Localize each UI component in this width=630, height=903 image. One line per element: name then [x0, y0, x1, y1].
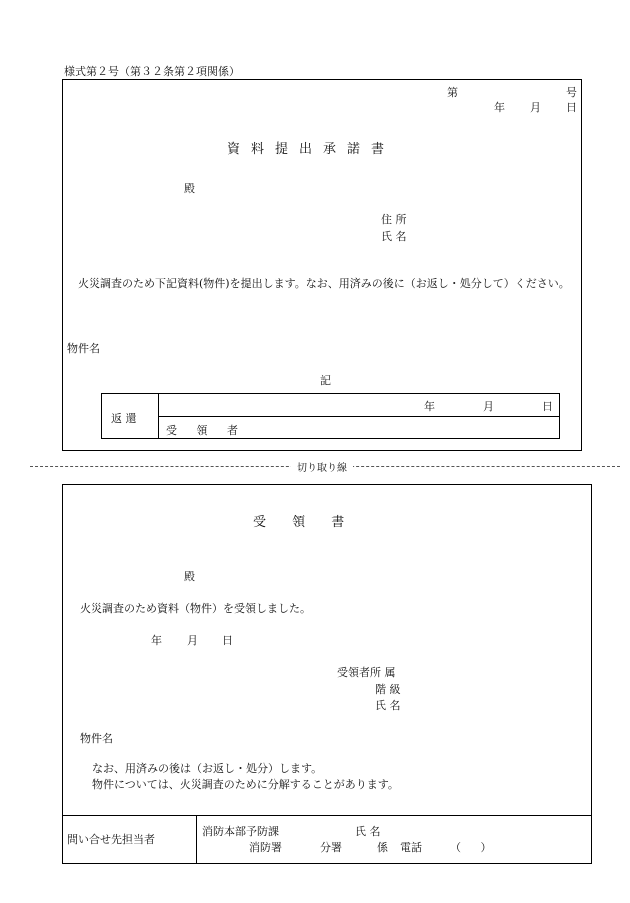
disassembly-note: 物件については、火災調査のために分解することがあります。 [92, 778, 399, 791]
contact-person-label: 問い合せ先担当者 [67, 833, 155, 846]
cut-line-label: 切り取り線 [291, 459, 353, 474]
return-day: 日 [542, 400, 553, 413]
contact-branch: 分署 [320, 841, 342, 854]
return-table-row-divider [158, 416, 560, 417]
receipt-form [62, 484, 592, 864]
contact-column-divider [196, 815, 197, 864]
lower-form-title: 受 領 書 [253, 515, 356, 530]
document-number-prefix: 第 [447, 86, 458, 99]
name-label: 氏 名 [381, 230, 407, 243]
document-number-suffix: 号 [566, 86, 577, 99]
receipt-date-year: 年 [151, 634, 162, 647]
receiver-rank-label: 階 級 [375, 683, 401, 696]
receipt-statement: 火災調査のため資料（物件）を受領しました。 [80, 602, 311, 615]
address-label: 住 所 [381, 213, 407, 226]
receipt-date-month: 月 [187, 634, 198, 647]
contact-phone-parens: （ ） [450, 841, 500, 854]
item-name-label: 物件名 [67, 342, 100, 355]
return-month: 月 [483, 400, 494, 413]
ki-label: 記 [320, 374, 331, 387]
return-label: 返 還 [111, 412, 137, 425]
receiver-affiliation-label: 受領者所 属 [337, 666, 396, 679]
contact-section: 係 [377, 841, 388, 854]
contact-phone-label: 電話 [400, 841, 422, 854]
receipt-date-day: 日 [222, 634, 233, 647]
form-number-label: 様式第２号（第３２条第２項関係） [64, 65, 240, 78]
contact-name-label: 氏 名 [355, 825, 381, 838]
contact-row-divider [62, 815, 592, 816]
receiver-name-label: 氏 名 [375, 699, 401, 712]
date-day: 日 [566, 101, 577, 114]
addressee-suffix: 殿 [184, 182, 195, 195]
date-year: 年 [494, 101, 505, 114]
submission-statement: 火災調査のため下記資料(物件)を提出します。なお、用済みの後に（お返し・処分して）ください。 [78, 277, 570, 290]
receipt-addressee-suffix: 殿 [184, 570, 195, 583]
receipt-item-name-label: 物件名 [80, 732, 113, 745]
date-month: 月 [530, 101, 541, 114]
return-note: なお、用済みの後は（お返し・処分）します。 [92, 762, 323, 775]
upper-form-title: 資料提出承諾書 [227, 142, 396, 157]
contact-department: 消防本部予防課 [202, 825, 279, 838]
contact-station: 消防署 [249, 841, 282, 854]
receiver-label: 受 領 者 [166, 424, 246, 437]
return-year: 年 [424, 400, 435, 413]
